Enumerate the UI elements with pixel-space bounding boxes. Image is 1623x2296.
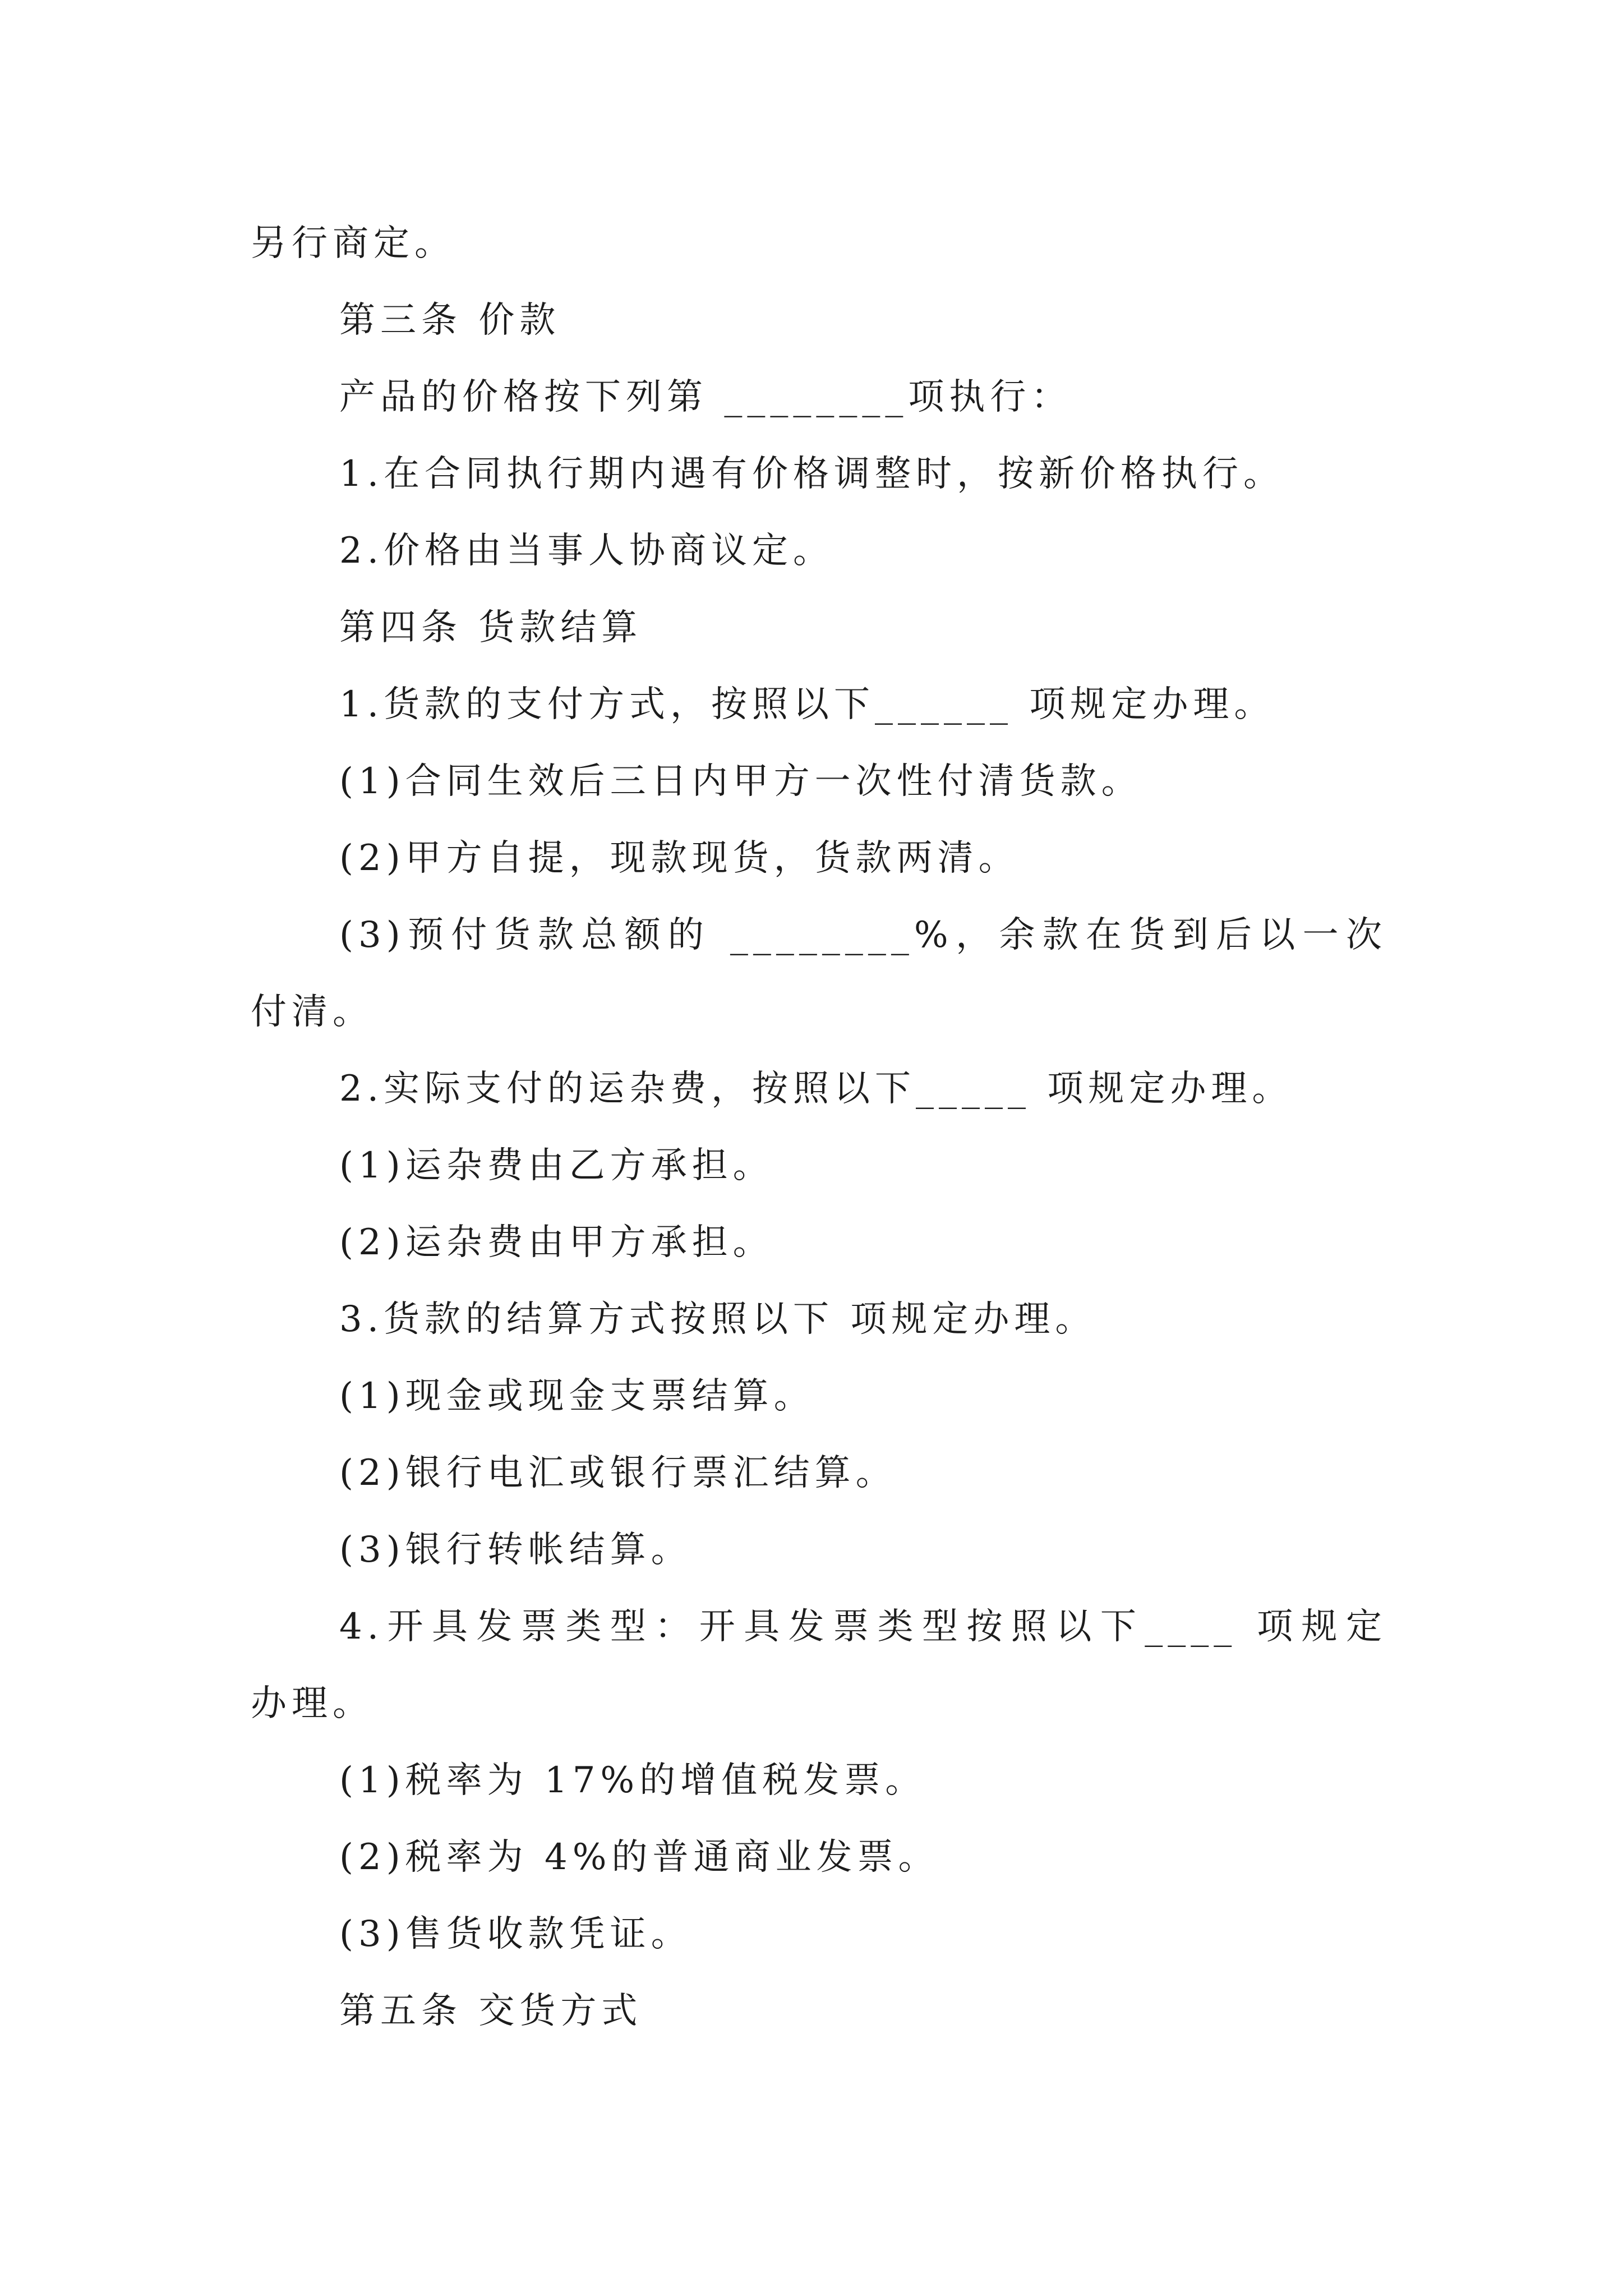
clause-3-option: (2)银行电汇或银行票汇结算。 — [339, 1452, 897, 1494]
clause-1-option: (2)甲方自提，现款现货，货款两清。 — [339, 838, 1020, 879]
article-3-heading: 第三条 价款 — [339, 300, 561, 341]
clause-3-option: (1)现金或现金支票结算。 — [339, 1375, 815, 1417]
clause-1-text: 1.货款的支付方式，按照以下______ 项规定办理。 — [339, 684, 1275, 725]
clause-2-option: (2)运杂费由甲方承担。 — [339, 1222, 774, 1263]
clause-4-option: (2)税率为 4%的普通商业发票。 — [339, 1837, 939, 1878]
article-4-heading: 第四条 货款结算 — [339, 607, 643, 648]
clause-2-option: (1)运杂费由乙方承担。 — [339, 1145, 774, 1186]
clause-4-option: (3)售货收款凭证。 — [339, 1913, 692, 1955]
clause-1-option: (3)预付货款总额的 ________%，余款在货到后以一次 — [339, 914, 1387, 956]
clause-1-option-continued: 付清。 — [251, 991, 374, 1033]
article-3-intro: 产品的价格按下列第 ________项执行： — [339, 376, 1072, 418]
clause-4-text: 4.开具发票类型：开具发票类型按照以下____ 项规定 — [339, 1606, 1387, 1648]
document-page — [251, 205, 1387, 2050]
article-5-heading: 第五条 交货方式 — [339, 1990, 643, 2032]
clause-4-text-continued: 办理。 — [251, 1683, 374, 1724]
clause-3-option: (3)银行转帐结算。 — [339, 1529, 692, 1571]
article-3-option: 1.在合同执行期内遇有价格调整时，按新价格执行。 — [339, 453, 1285, 495]
clause-2-text: 2.实际支付的运杂费，按照以下_____ 项规定办理。 — [339, 1068, 1293, 1110]
clause-3-text: 3.货款的结算方式按照以下 项规定办理。 — [339, 1299, 1096, 1340]
carryover-text: 另行商定。 — [251, 223, 455, 264]
article-3-option: 2.价格由当事人协商议定。 — [339, 530, 834, 572]
clause-4-option: (1)税率为 17%的增值税发票。 — [339, 1760, 926, 1801]
clause-1-option: (1)合同生效后三日内甲方一次性付清货款。 — [339, 761, 1142, 802]
